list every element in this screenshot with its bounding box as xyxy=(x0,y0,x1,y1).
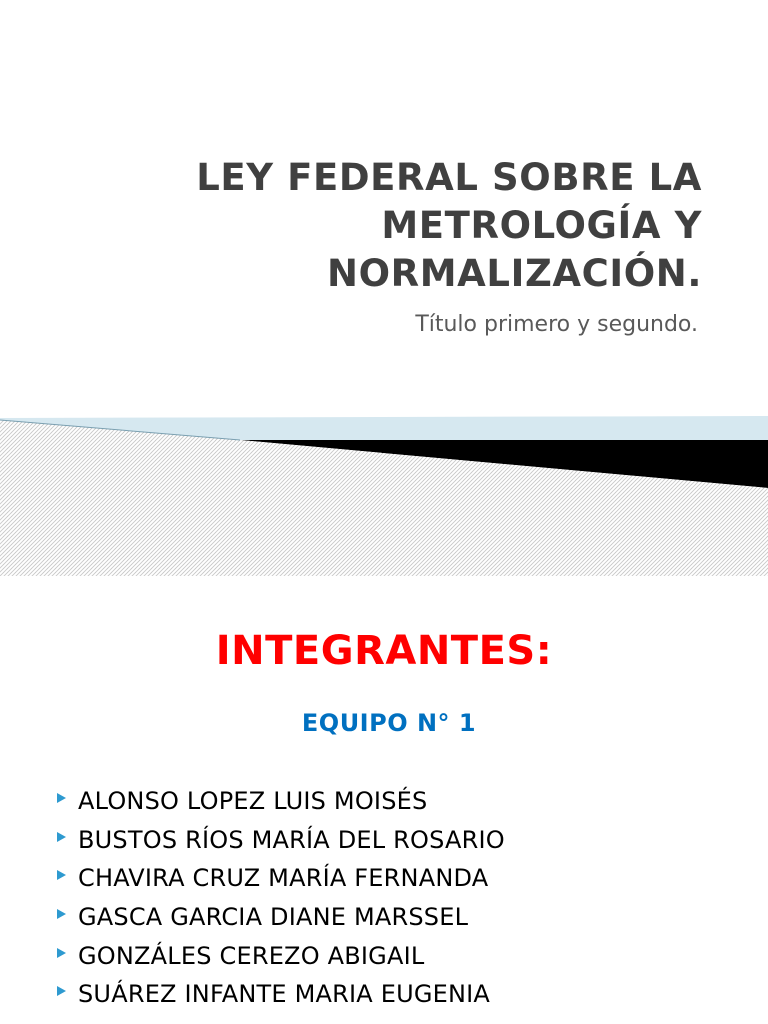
member-name: CHAVIRA CRUZ MARÍA FERNANDA xyxy=(78,864,489,893)
triangle-right-icon xyxy=(57,793,66,803)
triangle-right-icon xyxy=(57,948,66,958)
member-name: GONZÁLES CEREZO ABIGAIL xyxy=(78,941,425,970)
slide-title xyxy=(62,154,702,298)
list-item xyxy=(57,975,505,1014)
title-line-1: LEY FEDERAL SOBRE LA xyxy=(196,156,702,199)
triangle-right-icon xyxy=(57,832,66,842)
title-line-2: METROLOGÍA Y xyxy=(381,204,702,247)
member-list xyxy=(57,782,505,1014)
title-line-3: NORMALIZACIÓN. xyxy=(327,252,702,295)
member-name: BUSTOS RÍOS MARÍA DEL ROSARIO xyxy=(78,825,505,854)
team-label: EQUIPO N° 1 xyxy=(301,709,477,737)
list-item xyxy=(57,936,505,975)
member-name: SUÁREZ INFANTE MARIA EUGENIA xyxy=(78,980,491,1009)
triangle-right-icon xyxy=(57,986,66,996)
list-item xyxy=(57,859,505,898)
decorative-band xyxy=(0,400,768,576)
slide-subtitle: Título primero y segundo. xyxy=(415,312,698,337)
members-slide xyxy=(0,576,768,1024)
list-item xyxy=(57,782,505,821)
members-heading: INTEGRANTES: xyxy=(215,628,553,674)
list-item xyxy=(57,898,505,937)
triangle-right-icon xyxy=(57,870,66,880)
list-item xyxy=(57,821,505,860)
member-name: ALONSO LOPEZ LUIS MOISÉS xyxy=(78,787,428,816)
triangle-right-icon xyxy=(57,909,66,919)
member-name: GASCA GARCIA DIANE MARSSEL xyxy=(78,903,469,932)
